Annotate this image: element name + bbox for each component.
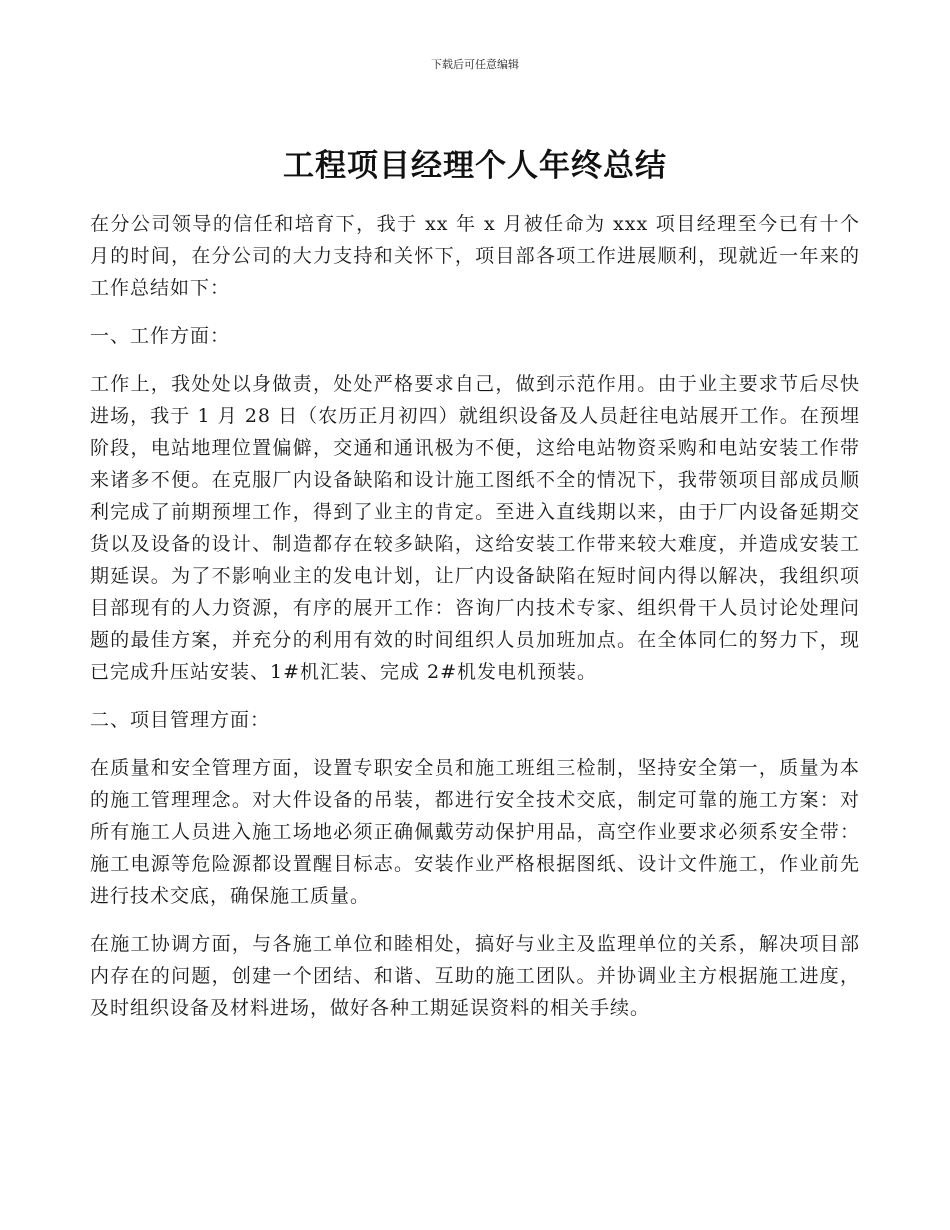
- work-paragraph: 工作上，我处处以身做责，处处严格要求自己，做到示范作用。由于业主要求节后尽快进场，我于 1 月 28 日（农历正月初四）就组织设备及人员赶往电站展开工作。在预埋阶段，电站地理位置偏僻，交通和通讯极为不便，这给电站物资采购和电站安装工作带来诸多不便。在克服厂内设备缺陷和设计施工图纸不全的情况下，我带领项目部成员顺利完成了前期预埋工作，得到了业主的肯定。至进入直线期以来，由于厂内设备延期交货以及设备的设计、制造都存在较多缺陷，这给安装工作带来较大难度，并造成安装工期延误。为了不影响业主的发电计划，让厂内设备缺陷在短时间内得以解决，我组织项目部现有的人力资源，有序的展开工作：咨询厂内技术专家、组织骨干人员讨论处理问题的最佳方案，并充分的利用有效的时间组织人员加班加点。在全体同仁的努力下，现已完成升压站安装、1#机汇装、完成 2#机发电机预装。: [90, 373, 860, 683]
- section-heading-work: 一、工作方面：: [90, 325, 231, 347]
- quality-safety-paragraph: 在质量和安全管理方面，设置专职安全员和施工班组三检制，坚持安全第一，质量为本的施工管理理念。对大件设备的吊装，都进行安全技术交底，制定可靠的施工方案：对所有施工人员进入施工场地必须正确佩戴劳动保护用品，高空作业要求必须系安全带：施工电源等危险源都设置醒目标志。安装作业严格根据图纸、设计文件施工，作业前先进行技术交底，确保施工质量。: [90, 757, 860, 907]
- document-body: [90, 208, 860, 1040]
- page-title: 工程项目经理个人年终总结: [283, 148, 667, 184]
- section-heading-management: 二、项目管理方面：: [90, 709, 271, 731]
- coordination-paragraph: 在施工协调方面，与各施工单位和睦相处，搞好与业主及监理单位的关系，解决项目部内存在的问题，创建一个团结、和谐、互助的施工团队。并协调业主方根据施工进度，及时组织设备及材料进场，做好各种工期延误资料的相关手续。: [90, 933, 860, 1019]
- header-note: 下载后可任意编辑: [431, 58, 519, 71]
- intro-paragraph: 在分公司领导的信任和培育下，我于 xx 年 x 月被任命为 xxx 项目经理至今已有十个月的时间，在分公司的大力支持和关怀下，项目部各项工作进展顺利，现就近一年来的工作总结如下：: [90, 213, 860, 299]
